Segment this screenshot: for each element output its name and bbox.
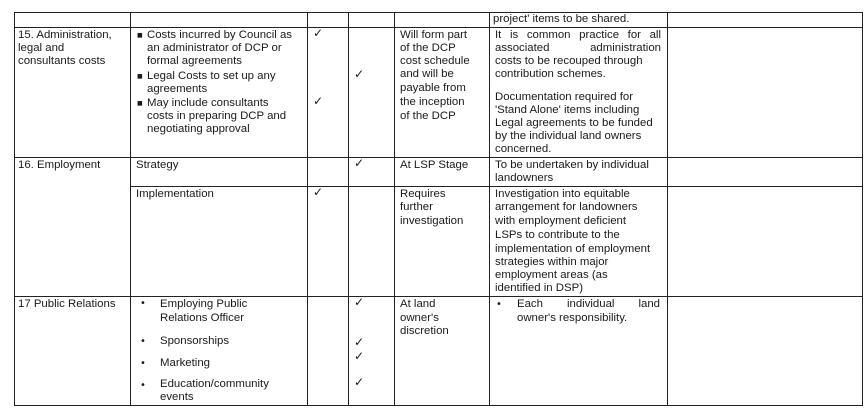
bullet-icon: •: [140, 380, 146, 391]
item-text: Implementation: [136, 188, 214, 200]
column-border: [489, 12, 490, 406]
row-border: [14, 12, 863, 13]
comment-text: 'Stand Alone' items including: [495, 104, 640, 116]
comment-text: identified in DSP): [495, 282, 584, 294]
item-text: Marketing: [160, 357, 211, 369]
item-text: Sponsorships: [160, 335, 230, 347]
comment-text: with employment deficient: [495, 215, 627, 227]
item-text: May include consultants: [147, 97, 269, 109]
column-border: [348, 12, 349, 406]
item-text: Strategy: [136, 159, 179, 171]
item-text: events: [160, 391, 194, 403]
bullet-icon: •: [496, 299, 502, 310]
timing-text: the inception: [400, 96, 465, 108]
item-text: formal agreements: [147, 55, 242, 67]
column-border: [394, 12, 395, 406]
item-text: agreements: [147, 83, 208, 95]
comment-text: costs to be recouped through: [495, 55, 643, 67]
bullet-icon: ■: [137, 100, 143, 107]
item-text: Costs incurred by Council as: [147, 29, 292, 41]
timing-text: payable from: [400, 82, 466, 94]
column-border: [667, 12, 668, 406]
timing-text: Will form part: [400, 29, 468, 41]
item-text: negotiating approval: [147, 123, 250, 135]
timing-text: further: [400, 201, 433, 213]
item-text: Legal Costs to set up any: [147, 70, 276, 82]
comment-text: contribution schemes.: [495, 68, 606, 80]
comment-text: strategies within major: [495, 256, 609, 268]
timing-text: investigation: [400, 215, 464, 227]
row-label: consultants costs: [18, 55, 106, 67]
comment-text: by the individual land owners: [495, 130, 642, 142]
timing-text: At land: [400, 298, 436, 310]
checkmark-icon: ✓: [354, 295, 365, 309]
comment-text: implementation of employment: [495, 243, 651, 255]
bullet-icon: ■: [137, 73, 143, 80]
comment-text: Each individual land: [517, 298, 660, 310]
row-border: [14, 296, 863, 297]
timing-text: of the DCP: [400, 42, 456, 54]
bullet-icon: •: [140, 358, 146, 369]
timing-text: discretion: [400, 325, 449, 337]
item-text: costs in preparing DCP and: [147, 110, 287, 122]
row-border: [14, 405, 863, 406]
comment-text: Documentation required for: [495, 91, 634, 103]
timing-text: owner's: [400, 312, 439, 324]
row-border: [14, 157, 863, 158]
comment-text: Legal agreements to be funded: [495, 117, 653, 129]
row-label: 16. Employment: [18, 159, 101, 171]
row-label: 15. Administration,: [18, 29, 112, 41]
row-border: [130, 186, 863, 187]
item-text: an administrator of DCP or: [147, 42, 282, 54]
row-label: legal and: [18, 42, 65, 54]
timing-text: of the DCP: [400, 110, 456, 122]
timing-text: and will be: [400, 68, 454, 80]
checkmark-icon: ✓: [354, 67, 365, 81]
bullet-icon: ■: [137, 32, 143, 39]
comment-text: employment areas (as: [495, 269, 608, 281]
checkmark-icon: ✓: [313, 26, 324, 40]
checkmark-icon: ✓: [313, 94, 324, 108]
comment-text: owner's responsibility.: [517, 312, 628, 324]
column-border: [14, 12, 15, 406]
timing-text: At LSP Stage: [400, 159, 469, 171]
row-border: [14, 27, 863, 28]
comment-text: To be undertaken by individual: [495, 159, 649, 171]
bullet-icon: •: [140, 336, 146, 347]
comment-text: arrangement for landowners: [495, 201, 638, 213]
column-border: [130, 12, 131, 406]
item-text: Employing Public: [160, 298, 248, 310]
column-border: [862, 12, 863, 406]
timing-text: cost schedule: [400, 55, 470, 67]
row-label: 17 Public Relations: [18, 298, 116, 310]
comment-text: Investigation into equitable: [495, 188, 630, 200]
comment-text: project' items to be shared.: [493, 13, 630, 25]
comment-text: associated administration: [495, 42, 661, 54]
item-text: Relations Officer: [160, 312, 244, 324]
comment-text: landowners: [495, 172, 554, 184]
item-text: Education/community: [160, 378, 269, 390]
bullet-icon: •: [140, 298, 146, 309]
comment-text: LSPs to contribute to the: [495, 229, 620, 241]
checkmark-icon: ✓: [354, 156, 365, 170]
checkmark-icon: ✓: [354, 335, 365, 349]
column-border: [307, 12, 308, 406]
timing-text: Requires: [400, 188, 446, 200]
checkmark-icon: ✓: [354, 349, 365, 363]
comment-text: concerned.: [495, 143, 552, 155]
checkmark-icon: ✓: [313, 185, 324, 199]
checkmark-icon: ✓: [354, 375, 365, 389]
comment-text: It is common practice for all: [495, 29, 661, 41]
